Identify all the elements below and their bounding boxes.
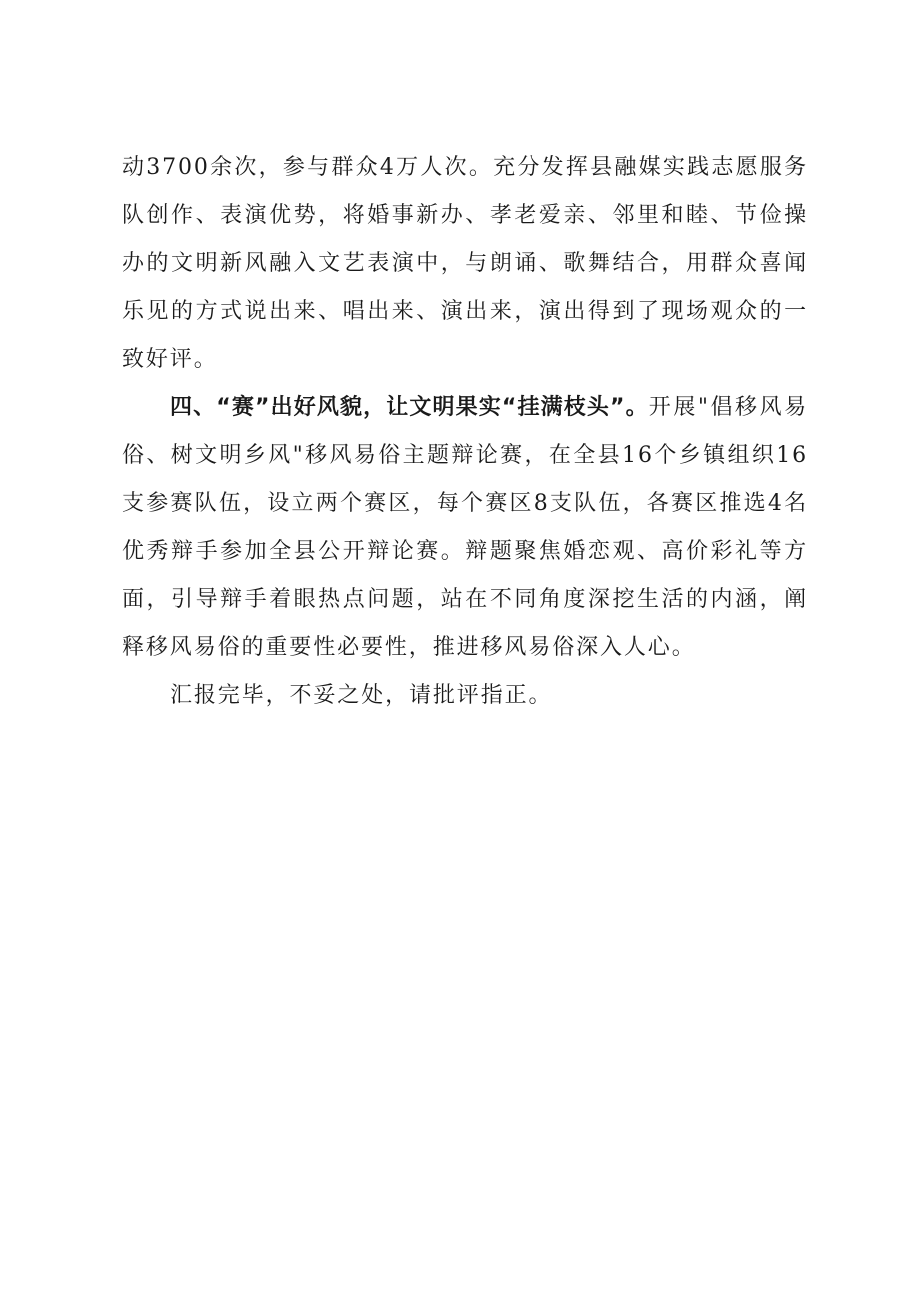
section-four-heading: 四、“赛”出好风貌，让文明果实“挂满枝头”。: [170, 395, 649, 420]
paragraph-continuation: 动3700余次，参与群众4万人次。充分发挥县融媒实践志愿服务队创作、表演优势，将婚事新办、孝老爱亲、邻里和睦、节俭操办的文明新风融入文艺表演中，与朗诵、歌舞结合，用群众喜闻乐见的方式说出来、唱出来、演出来，演出得到了现场观众的一致好评。: [122, 155, 808, 372]
closing-paragraph: 汇报完毕，不妥之处，请批评指正。: [170, 683, 553, 708]
document-body: [122, 144, 808, 720]
paragraph-section-four: [122, 384, 808, 672]
section-four-body: 开展"倡移风易俗、树文明乡风"移风易俗主题辩论赛，在全县16个乡镇组织16支参赛队伍，设立两个赛区，每个赛区8支队伍，各赛区推选4名优秀辩手参加全县公开辩论赛。辩题聚焦婚恋观、高价彩礼等方面，引导辩手着眼热点问题，站在不同角度深挖生活的内涵，阐释移风易俗的重要性必要性，推进移风易俗深入人心。: [122, 395, 809, 660]
